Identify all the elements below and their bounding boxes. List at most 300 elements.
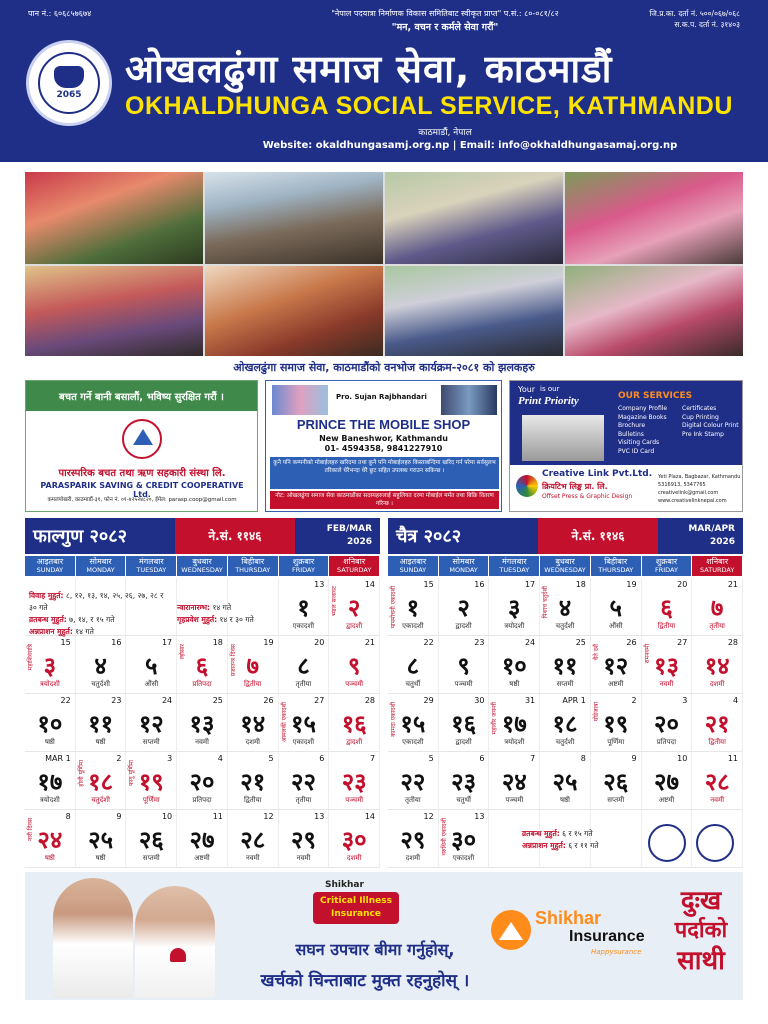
- nepali-date: ६: [195, 652, 209, 680]
- nepali-date: २१: [240, 768, 266, 796]
- weekday-monday: [76, 556, 126, 576]
- date-cell: [642, 636, 693, 693]
- festival-label: पापमोचनी एकादशी: [390, 586, 397, 629]
- festival-label: कामदा एकादशी: [390, 702, 397, 737]
- tithi: त्रयोदशी: [39, 680, 60, 688]
- tithi: चतुर्थी: [405, 680, 421, 688]
- nepali-date: १: [406, 594, 420, 622]
- print-phone: 5316913, 5347765: [658, 482, 706, 488]
- english-date: MAR 1: [45, 754, 71, 763]
- tithi: एकादशी: [292, 738, 315, 746]
- tithi: द्वितीया: [657, 622, 676, 630]
- english-month-name: FEB/MAR: [326, 524, 372, 534]
- date-cell: [489, 752, 540, 809]
- nepali-date: ९: [347, 652, 361, 680]
- english-date: 17: [524, 580, 536, 589]
- english-date: 9: [116, 812, 122, 821]
- weekday-nepali: बुधबार: [555, 557, 575, 566]
- date-cell: [329, 636, 380, 693]
- tithi: एकादशी: [452, 854, 475, 862]
- shop-name: PRINCE THE MOBILE SHOP: [296, 417, 471, 432]
- nepali-date: १२: [603, 652, 629, 680]
- shop-phone: 01- 4594358, 9841227910: [324, 444, 443, 453]
- nepali-date: १४: [240, 710, 266, 738]
- weekday-saturday: [329, 556, 379, 576]
- annaprashan-note: अन्नप्राशन मुहुर्त: ६ र ११ गते: [522, 841, 599, 850]
- date-cell: [540, 636, 591, 693]
- registration-right-2: स.क.प. दर्ता नं. ३१४०३: [674, 20, 740, 29]
- date-cell: [540, 694, 591, 751]
- weekday-tuesday: [126, 556, 176, 576]
- english-date: 21: [727, 580, 739, 589]
- calendar-week: [388, 694, 743, 752]
- english-date: 15: [60, 638, 71, 647]
- nepali-date: २४: [501, 768, 527, 796]
- english-date: 29: [423, 696, 434, 705]
- nepali-date: १५: [290, 710, 316, 738]
- calendar-week: [25, 694, 380, 752]
- tithi: पूर्णिमा: [142, 796, 160, 804]
- tithi: पञ्चमी: [345, 680, 364, 688]
- weekday-saturday: [692, 556, 742, 576]
- title-english: OKHALDHUNGA SOCIAL SERVICE, KATHMANDU: [125, 92, 733, 120]
- weekday-nepali: आइतबार: [399, 557, 427, 566]
- nepali-date: १९: [138, 768, 164, 796]
- month-title: फाल्गुण २०८२: [33, 526, 127, 547]
- english-date: 30: [474, 696, 485, 705]
- weekday-english: SUNDAY: [399, 566, 427, 574]
- nepali-date: १: [297, 594, 310, 622]
- tithi: चतुर्दशी: [91, 796, 110, 804]
- nepali-date: २९: [290, 826, 316, 854]
- nepali-date: ३०: [341, 826, 367, 854]
- calendar-week: [388, 578, 743, 636]
- english-date: 28: [727, 638, 739, 647]
- coop-tagline: बचत गर्ने बानी बसालौं, भविष्य सुरक्षित गरौं ।: [59, 392, 224, 403]
- service-item: Cup Printing: [682, 413, 719, 421]
- english-date: 22: [60, 696, 71, 705]
- insurance-line-2: खर्चको चिन्ताबाट मुक्त रहनुहोस् ।: [260, 971, 470, 991]
- festival-label: वरुथिनी एकादशी: [440, 818, 448, 856]
- english-date: 9: [631, 754, 637, 763]
- english-date: 16: [474, 580, 485, 589]
- weekday-sunday: [25, 556, 75, 576]
- tithi: पञ्चमी: [345, 796, 364, 804]
- tithi: दशमी: [245, 738, 260, 746]
- service-item: Visiting Cards: [618, 439, 660, 446]
- date-cell: [76, 636, 127, 693]
- location: काठमाडौं, नेपाल: [418, 128, 472, 138]
- date-cell: [692, 578, 743, 635]
- nepali-date: २१: [704, 710, 730, 738]
- tithi: तृतीया: [405, 796, 421, 804]
- date-cell: [126, 636, 177, 693]
- date-cell: [642, 578, 693, 635]
- english-date: 11: [212, 812, 223, 821]
- weekday-english: SATURDAY: [337, 566, 372, 574]
- registration-number: पान नं.: ६०६८५७६७४: [28, 9, 92, 18]
- date-cell: [228, 810, 279, 867]
- weekday-thursday: [228, 556, 278, 576]
- english-date: 20: [677, 580, 688, 589]
- nepali-date: २५: [552, 768, 578, 796]
- nepali-date: १३: [653, 652, 679, 680]
- shikhar-logo-icon: [491, 910, 531, 950]
- date-cell: [126, 694, 177, 751]
- festival-label: नारी दिवस: [27, 818, 34, 841]
- nepali-date: १४: [704, 652, 730, 680]
- weekday-nepali: शनिबार: [343, 557, 366, 566]
- vivah-note: विवाह मुहुर्त: ८, १२, १३, १४, २५, २६, २७, २८ र ३० गते: [29, 591, 164, 612]
- tithi: नवमी: [659, 680, 674, 688]
- service-item: PVC ID Card: [618, 447, 655, 455]
- weekday-nepali: शुक्रबार: [292, 557, 315, 566]
- date-cell: [591, 636, 642, 693]
- weekday-english: SATURDAY: [700, 566, 735, 574]
- english-date: 15: [423, 580, 434, 589]
- insurance-brand-2: Insurance: [569, 928, 645, 945]
- tithi: सप्तमी: [556, 680, 574, 688]
- weekday-nepali: मंगलबार: [138, 557, 164, 566]
- service-item: Company Profile: [618, 405, 668, 412]
- bratabandha-note: व्रतबन्ध मुहुर्त: ७, १४, र १५ गते: [29, 615, 115, 624]
- service-item: Magazine Books: [618, 413, 667, 421]
- english-date: 23: [474, 638, 485, 647]
- english-date: 18: [212, 638, 223, 647]
- tithi: एकादशी: [402, 738, 424, 746]
- date-cell: [489, 694, 540, 751]
- tithi: षष्ठी: [560, 796, 570, 804]
- event-photo-2: [205, 172, 383, 264]
- weekday-header: [388, 556, 743, 576]
- tithi: द्वितीया: [243, 796, 262, 804]
- event-photo-4: [565, 172, 743, 264]
- tithi: सप्तमी: [142, 854, 160, 862]
- nepali-date: १६: [341, 710, 367, 738]
- nepali-date: ३०: [451, 826, 477, 854]
- creative-link-logo-icon: [516, 475, 538, 497]
- print-tag-priority: Print Priority: [518, 395, 579, 407]
- english-year: 2026: [709, 537, 735, 547]
- coop-address: कमलपोखरी, काठमाडौं-३१, फोन नं. ०१-४२५२४८२०, ईमेल: parasp.coop@gmail.com: [47, 497, 237, 503]
- festival-label: चैते दशैं: [592, 644, 600, 661]
- english-date: 11: [727, 754, 739, 763]
- calendar-week: [25, 810, 380, 868]
- date-cell: [489, 636, 540, 693]
- english-date: 22: [423, 638, 434, 647]
- website-email: Website: okaldhungasamj.org.np | Email: info@okhaldhungasamaj.org.np: [262, 140, 678, 151]
- english-date: 28: [364, 696, 376, 705]
- nepali-date: १९: [603, 710, 629, 738]
- nepali-date: २५: [88, 826, 114, 854]
- nepal-sambat: ने.सं. ११४६: [538, 518, 658, 554]
- print-tag-your: Your: [518, 385, 536, 394]
- nepali-date: २: [347, 594, 361, 622]
- nepali-date: १३: [189, 710, 215, 738]
- english-date: 7: [369, 754, 376, 763]
- print-web: www.creativelinknepal.com: [658, 498, 727, 504]
- weekday-sunday: [388, 556, 438, 576]
- tithi: त्रयोदशी: [504, 622, 525, 630]
- weekday-header: [25, 556, 380, 576]
- weekday-english: TUESDAY: [136, 566, 167, 574]
- date-cell: [76, 694, 127, 751]
- tithi: प्रतिपदा: [656, 738, 677, 746]
- date-cell: [439, 578, 490, 635]
- print-contact: [658, 473, 742, 505]
- tithi: औंसी: [608, 622, 623, 630]
- nepali-date: ११: [88, 710, 114, 738]
- english-date: 13: [314, 812, 325, 821]
- tithi: सप्तमी: [142, 738, 160, 746]
- motto: "मन, वचन र कर्मले सेवा गरौं": [391, 22, 499, 33]
- coop-logo-icon: [122, 419, 162, 459]
- nepali-date: १०: [37, 710, 63, 738]
- english-date: 19: [626, 580, 637, 589]
- print-services-ad: [509, 380, 743, 512]
- advertisement-row: [25, 380, 743, 512]
- shop-description: कुनै पनि कम्पनीको मोबाईलहरु खरिदमा तथा कुनै पनि मोबाईलहरु किस्ताबन्दिमा खरिद गर्न परेमा सर्वसुलभ तरिकाले धेरैभन्दा धेरै छुट सहित उपलब्ध गराउन सकिन्छ ।: [270, 457, 499, 489]
- weekday-friday: [642, 556, 692, 576]
- calendar-header: [25, 518, 380, 554]
- nepali-date: २६: [603, 768, 629, 796]
- festival-label: होली पूर्णिमा: [77, 760, 85, 787]
- print-company-nepali: क्रियटिभ लिङ्क प्रा. लि.: [542, 482, 608, 491]
- printer-image: [522, 415, 604, 461]
- date-cell: [329, 578, 380, 635]
- mobile-shop-ad: [265, 380, 502, 512]
- event-photo-8: [565, 266, 743, 356]
- english-date: 25: [212, 696, 223, 705]
- date-cell: [126, 752, 177, 809]
- calendar-falgun: [25, 518, 380, 868]
- english-date: 17: [161, 638, 173, 647]
- calendar-week: [25, 752, 380, 810]
- nepali-date: ३: [508, 594, 521, 622]
- english-date: 7: [530, 754, 536, 763]
- tithi: षष्ठी: [95, 854, 106, 862]
- weekday-thursday: [591, 556, 641, 576]
- tithi: दशमी: [405, 854, 421, 862]
- weekday-nepali: मंगलबार: [501, 557, 527, 566]
- date-cell: [126, 810, 177, 867]
- date-cell: [489, 578, 540, 635]
- weekday-nepali: सोमबार: [452, 557, 475, 566]
- nepali-date: ६: [660, 594, 673, 622]
- date-cell: [439, 810, 490, 867]
- nepali-date: ९: [457, 652, 470, 680]
- weekday-english: THURSDAY: [235, 566, 271, 574]
- tithi: त्रयोदशी: [504, 738, 525, 746]
- date-cell: [642, 752, 693, 809]
- english-date: 19: [263, 638, 274, 647]
- date-cell: [692, 694, 743, 751]
- english-date: 10: [677, 754, 688, 763]
- date-cell: [329, 752, 380, 809]
- date-cell: [177, 810, 228, 867]
- nepali-date: २७: [653, 768, 679, 796]
- date-cell: [177, 694, 228, 751]
- english-date: 8: [65, 812, 71, 821]
- muhurta-notes-2: [177, 602, 289, 626]
- english-month-name: MAR/APR: [688, 524, 735, 534]
- nepali-date: १६: [451, 710, 477, 738]
- insurance-line-1: सघन उपचार बीमा गर्नुहोस्,: [295, 940, 455, 959]
- weekday-english: THURSDAY: [598, 566, 634, 574]
- weekday-english: SUNDAY: [36, 566, 64, 574]
- festival-label: रामनवमी: [643, 644, 651, 664]
- pot-icon: [54, 66, 84, 88]
- nepali-date: ७: [246, 652, 259, 680]
- tithi: पञ्चमी: [454, 680, 473, 688]
- grihapravesh-note: गृहप्रवेश मुहुर्त: १४ र ३० गते: [177, 615, 254, 624]
- nepali-date: २०: [653, 710, 679, 738]
- festival-label: ल्होसार: [179, 644, 187, 660]
- english-date: 27: [677, 638, 688, 647]
- event-photo-6: [205, 266, 383, 356]
- seal-icon: [696, 824, 734, 862]
- tithi: प्रतिपदा: [192, 796, 212, 804]
- weekday-english: WEDNESDAY: [544, 566, 586, 574]
- shop-note: नोट: ओखलढुंगा समाज सेवा काठमाडौंका सदस्यहरुलाई सहुलियत दरमा मोबाईल मर्मत तथा बिक्रि वितरण गरिन्छ ।: [270, 491, 499, 509]
- date-grid: [388, 578, 743, 868]
- logo-emblem: [38, 52, 100, 114]
- approval-note: "नेपाल पदयात्रा निर्माणक विकास समितिबाट स्वीकृत प्राप्त" प.सं.: ८०-०८१/८२: [331, 9, 559, 18]
- event-photo-5: [25, 266, 203, 356]
- seal-icon: [648, 824, 686, 862]
- muhurta-notes: [29, 590, 164, 638]
- weekday-english: MONDAY: [86, 566, 115, 574]
- calendar-week: [388, 636, 743, 694]
- english-year: 2026: [346, 537, 372, 547]
- nepali-date: २७: [189, 826, 215, 854]
- nepali-date: ४: [94, 652, 107, 680]
- date-cell: [25, 694, 76, 751]
- date-cell: [642, 694, 693, 751]
- festival-label: भ्याल सजावट: [331, 586, 339, 616]
- date-cell: [25, 810, 76, 867]
- event-photo-7: [385, 266, 563, 356]
- insurance-ad: [25, 872, 743, 1000]
- english-date: 16: [111, 638, 122, 647]
- tithi: षष्ठी: [509, 680, 520, 688]
- mountain-icon: [133, 429, 153, 445]
- weekday-wednesday: [540, 556, 590, 576]
- weekday-english: TUESDAY: [499, 566, 530, 574]
- tithi: द्वितीया: [708, 738, 726, 746]
- registration-right: [600, 8, 740, 30]
- nepali-date: ५: [609, 594, 622, 622]
- slogan-2: पर्दाको: [674, 918, 728, 943]
- date-cell: [591, 578, 642, 635]
- nepal-sambat: ने.सं. ११४६: [175, 518, 295, 554]
- doctor-image: [53, 878, 133, 998]
- date-cell: [279, 694, 330, 751]
- coop-name-english: PARASPARIK SAVING & CREDIT COOPERATIVE Ltd.: [40, 481, 244, 499]
- nepali-date: २९: [400, 826, 426, 854]
- nepali-date: २४: [37, 826, 63, 854]
- tithi: सप्तमी: [607, 796, 625, 804]
- print-email: creativelink@gmail.com: [658, 490, 719, 496]
- date-cell: [279, 752, 330, 809]
- date-cell: [388, 810, 439, 867]
- nepali-date: ८: [297, 652, 310, 680]
- nepali-date: १५: [400, 710, 426, 738]
- phones-image: [272, 385, 328, 415]
- date-cell: [439, 636, 490, 693]
- print-tag-is: is our: [540, 385, 560, 393]
- event-photo-1: [25, 172, 203, 264]
- photo-collage: [25, 172, 743, 356]
- nepali-date: १२: [138, 710, 164, 738]
- cooperative-ad: [25, 380, 258, 512]
- english-date: 31: [524, 696, 536, 705]
- shop-owner: Pro. Sujan Rajbhandari: [336, 393, 427, 401]
- nepali-date: १७: [37, 768, 63, 796]
- organization-logo: [26, 40, 112, 126]
- nepali-date: ११: [552, 652, 578, 680]
- product-badge: Critical Illness Insurance: [313, 892, 399, 924]
- date-cell: [228, 694, 279, 751]
- event-photo-3: [385, 172, 563, 264]
- tithi: त्रयोदशी: [39, 796, 60, 804]
- tithi: प्रतिपदा: [192, 680, 212, 688]
- english-date: 3: [682, 696, 688, 705]
- tithi: षष्ठी: [95, 738, 106, 746]
- tithi: चतुर्दशी: [91, 680, 110, 688]
- english-date: 20: [314, 638, 325, 647]
- insurance-brand: Shikhar: [535, 908, 602, 928]
- festival-label: प्रजातन्त्र दिवस: [229, 644, 237, 677]
- date-cell: [177, 752, 228, 809]
- calendar-chaitra: [388, 518, 743, 868]
- tithi: चतुर्थी: [456, 796, 471, 804]
- tithi: द्वितीया: [243, 680, 262, 688]
- english-date: 14: [364, 580, 376, 589]
- english-date: 12: [263, 812, 274, 821]
- tithi: द्वादशी: [455, 622, 472, 630]
- nepali-date: १८: [552, 710, 578, 738]
- tithi: अष्टमी: [658, 796, 675, 804]
- date-cell: [25, 636, 76, 693]
- tithi: तृतीया: [709, 622, 725, 630]
- nwaran-note: न्वारानारम्भ: १४ गते: [177, 603, 232, 612]
- english-date: 18: [575, 580, 586, 589]
- date-cell: [279, 636, 330, 693]
- service-item: Bulletins: [618, 430, 644, 438]
- tithi: पूर्णिमा: [607, 738, 625, 746]
- english-date: 5: [428, 754, 434, 763]
- calendar-week: [388, 752, 743, 810]
- print-company-sub: Offset Press & Graphic Design: [542, 493, 633, 500]
- date-cell: [591, 694, 642, 751]
- tithi: तृतीया: [295, 680, 312, 688]
- tithi: चतुर्दशी: [555, 738, 575, 746]
- services-list-1: [618, 405, 680, 456]
- tithi: एकादशी: [402, 622, 424, 630]
- nepali-date: ५: [145, 652, 158, 680]
- english-month: [688, 523, 735, 549]
- title-nepali: ओखलढुंगा समाज सेवा, काठमाडौं: [125, 47, 613, 91]
- nepali-date: २२: [290, 768, 316, 796]
- date-cell: [25, 752, 76, 809]
- calendar-header: [388, 518, 743, 554]
- weekday-english: MONDAY: [449, 566, 478, 574]
- weekday-english: FRIDAY: [654, 566, 678, 574]
- tithi: षष्ठी: [44, 854, 55, 862]
- nepali-date: २८: [704, 768, 730, 796]
- tithi: पञ्चमी: [505, 796, 524, 804]
